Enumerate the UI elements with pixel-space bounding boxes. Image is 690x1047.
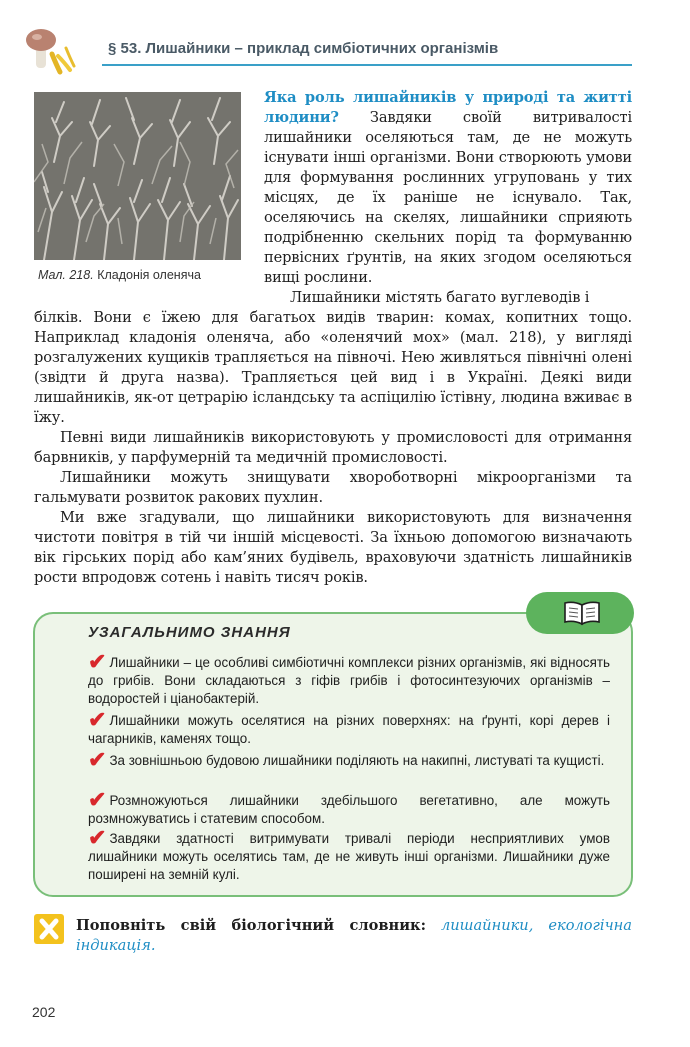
summary-item-text: За зовнішньою будовою лишайники поділяють на накипні, листуваті та кущисті. (109, 753, 605, 768)
intro-paragraph-text: Завдяки своїй витривалості лишайники оселяються там, де не можуть існувати інші організми. Вони створюють умови для формування рослинних угруповань у тих місцях, де їх раніше не існувало. Так, оселяючись на скелях, лишайники сприяють подрібненню скельних порід та формуванню первісних ґрунтів, на яких згодом оселяються вищі рослини. (264, 109, 632, 286)
page-number: 202 (32, 1004, 56, 1020)
lichen-photo (34, 92, 241, 260)
dictionary-task (76, 916, 632, 956)
task-cross-icon (34, 914, 64, 944)
summary-item-text: Завдяки здатності витримувати тривалі періоди несприятливих умов лишайники можуть оселятись там, де не живуть інші організми. Лишайники дуже поширені на земній кулі. (88, 831, 610, 882)
summary-item-text: Лишайники – це особливі симбіотичні комплекси різних організмів, які відносять до грибів. Вони складаються з гіфів грибів і фотосинтезуючих організмів – водоростей і ціанобактерій. (88, 655, 610, 706)
summary-title: УЗАГАЛЬНИМО ЗНАННЯ (88, 624, 291, 641)
intro-paragraph (264, 88, 632, 288)
industry-paragraph-text: Певні види лишайників використовують у промисловості для отримання барвників, у парфумерній та медичній промисловості. (34, 429, 632, 466)
indication-paragraph-text: Ми вже згадували, що лишайники використовують для визначення чистоти повітря в тій чи іншій місцевості. За їхньою допомогою визначають вік гірських порід або кам’яних будівель, враховуючи здатність лишайників рости впродовж сотень і навіть тисяч років. (34, 509, 632, 586)
open-book-icon (562, 600, 602, 626)
summary-item: ✔ Розмножуються лишайники здебільшого вегетативно, але можуть розмножуватись і статевим способом. (88, 787, 610, 826)
summary-item: ✔ Лишайники можуть оселятися на різних поверхнях: на ґрунті, корі дерев і чагарників, каменях тощо. (88, 707, 610, 746)
nutrition-paragraph-start-text: Лишайники містять багато вуглеводів і (290, 289, 590, 306)
medicine-paragraph (34, 468, 632, 508)
nutrition-paragraph (34, 308, 632, 428)
indication-paragraph (34, 508, 632, 588)
medicine-paragraph-text: Лишайники можуть знищувати хвороботворні мікроорганізми та гальмувати розвиток ракових пухлин. (34, 469, 632, 506)
figure-label: Мал. 218. (38, 268, 94, 282)
industry-paragraph (34, 428, 632, 468)
figure-caption-text: Кладонія оленяча (97, 268, 201, 282)
task-prompt: Поповніть свій біологічний словник: (76, 917, 426, 934)
task-terms: лишайники, екологічна індикація. (76, 917, 632, 954)
section-question: Яка роль лишайників у природі та житті людини? (264, 89, 632, 126)
summary-item-text: Розмножуються лишайники здебільшого вегетативно, але можуть розмножуватись і статевим способом. (88, 793, 610, 826)
summary-item: ✔ За зовнішньою будовою лишайники поділяють на накипні, листуваті та кущисті. (88, 747, 605, 772)
lichen-photo-image (34, 92, 241, 260)
summary-item: ✔ Лишайники – це особливі симбіотичні комплекси різних організмів, які відносять до грибів. Вони складаються з гіфів грибів і фотосинтезуючих організмів – водоростей і ціанобактерій. (88, 649, 610, 706)
page-title: § 53. Лишайники – приклад симбіотичних організмів (108, 40, 499, 57)
nutrition-paragraph-text: білків. Вони є їжею для багатьох видів тварин: комах, копитних тощо. Наприклад кладонія оленяча, або «оленячий мох» (мал. 218), у вигляді розгалужених кущиків трапляється на півночі. Нею живляться північні олені (звідти й друга назва). Трапляється цей вид і в Україні. Деякі види лишайників, як-от цетрарію ісландську та аспіцилію їстівну, людина вживає в їжу. (34, 309, 632, 426)
header-divider (102, 64, 632, 66)
summary-book-tab (526, 592, 634, 634)
summary-item-text: Лишайники можуть оселятися на різних поверхнях: на ґрунті, корі дерев і чагарників, каменях тощо. (88, 713, 610, 746)
page-header (22, 18, 642, 78)
nutrition-paragraph-start (290, 288, 632, 308)
mushroom-icon (22, 18, 82, 78)
summary-item: ✔ Завдяки здатності витримувати тривалі періоди несприятливих умов лишайники можуть оселятись там, де не живуть інші організми. Лишайники дуже поширені на земній кулі. (88, 825, 610, 882)
figure-caption (38, 268, 268, 282)
